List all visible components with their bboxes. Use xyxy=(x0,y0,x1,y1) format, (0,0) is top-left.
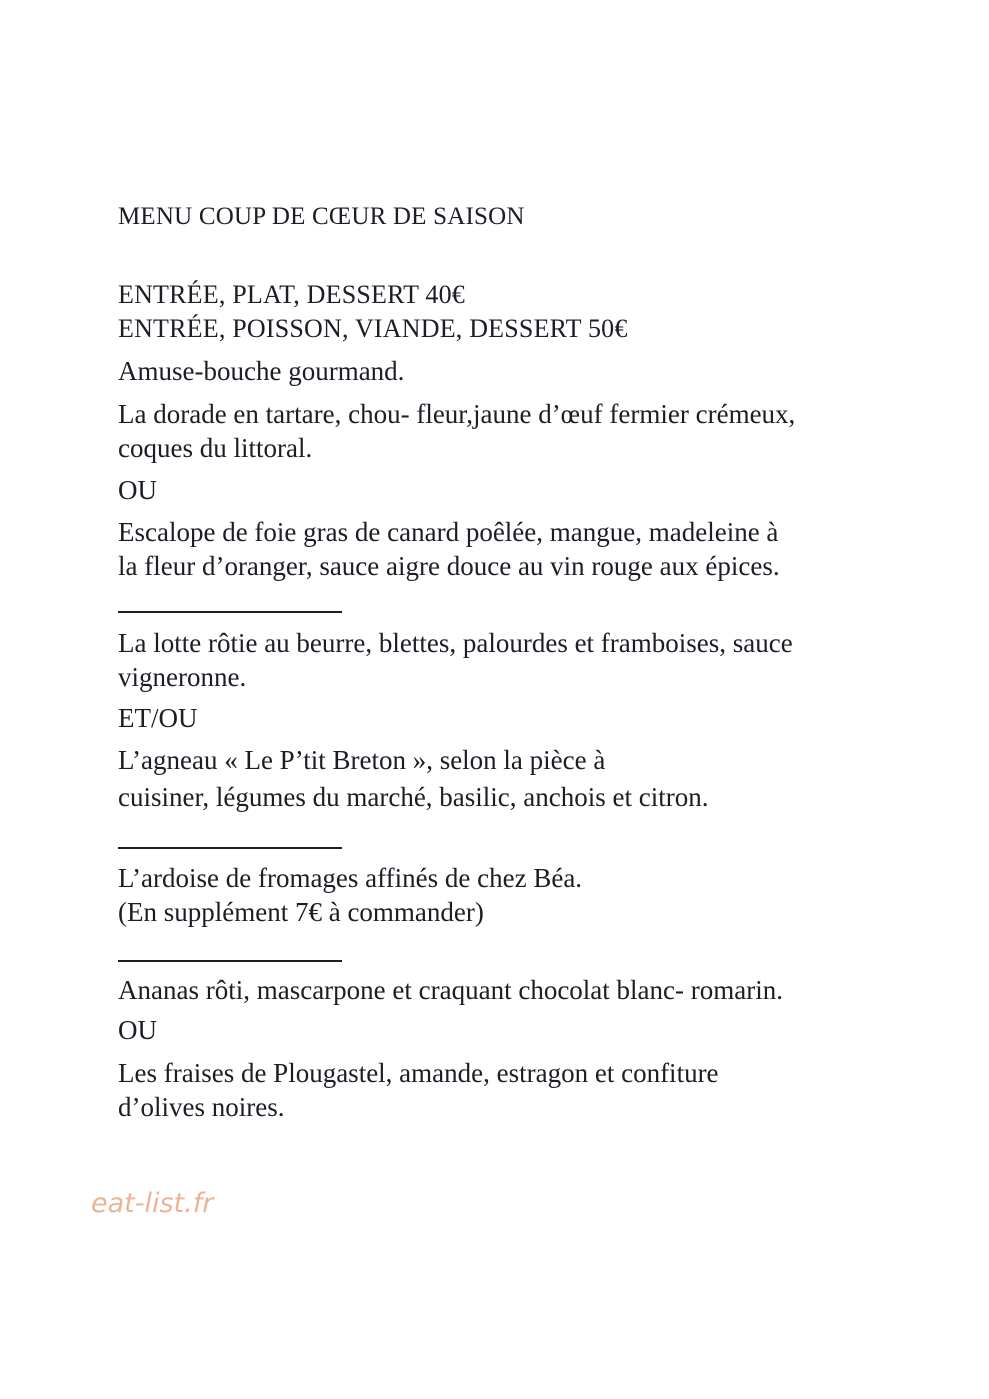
plat-option-2-line-1: L’agneau « Le P’tit Breton », selon la pièce à xyxy=(118,745,606,775)
entree-option-2-line-2: la fleur d’oranger, sauce aigre douce au vin rouge aux épices. xyxy=(118,551,780,581)
amuse-bouche: Amuse-bouche gourmand. xyxy=(118,356,405,386)
watermark: eat-list.fr xyxy=(91,1188,214,1219)
entree-option-1-line-2: coques du littoral. xyxy=(118,433,313,463)
dessert-or: OU xyxy=(118,1015,157,1045)
plat-and-or: ET/OU xyxy=(118,703,198,733)
dessert-option-2-line-2: d’olives noires. xyxy=(118,1092,285,1122)
price-line-four-courses: ENTRÉE, POISSON, VIANDE, DESSERT 50€ xyxy=(118,314,628,343)
menu-title: MENU COUP DE CŒUR DE SAISON xyxy=(118,203,525,230)
plat-option-2-line-2: cuisiner, légumes du marché, basilic, anchois et citron. xyxy=(118,782,709,812)
dessert-option-2-line-1: Les fraises de Plougastel, amande, estragon et confiture xyxy=(118,1058,719,1088)
section-divider-2 xyxy=(118,847,342,849)
section-divider-3 xyxy=(118,960,342,962)
section-divider-1 xyxy=(118,611,342,613)
plat-option-1-line-2: vigneronne. xyxy=(118,662,247,692)
price-line-three-courses: ENTRÉE, PLAT, DESSERT 40€ xyxy=(118,280,465,309)
entree-option-1-line-1: La dorade en tartare, chou- fleur,jaune d’œuf fermier crémeux, xyxy=(118,399,796,429)
dessert-option-1: Ananas rôti, mascarpone et craquant chocolat blanc- romarin. xyxy=(118,975,783,1005)
plat-option-1-line-1: La lotte rôtie au beurre, blettes, palourdes et framboises, sauce xyxy=(118,628,793,658)
cheese-line-1: L’ardoise de fromages affinés de chez Béa. xyxy=(118,863,583,893)
cheese-line-2: (En supplément 7€ à commander) xyxy=(118,897,484,927)
entree-or: OU xyxy=(118,475,157,505)
entree-option-2-line-1: Escalope de foie gras de canard poêlée, mangue, madeleine à xyxy=(118,517,779,547)
